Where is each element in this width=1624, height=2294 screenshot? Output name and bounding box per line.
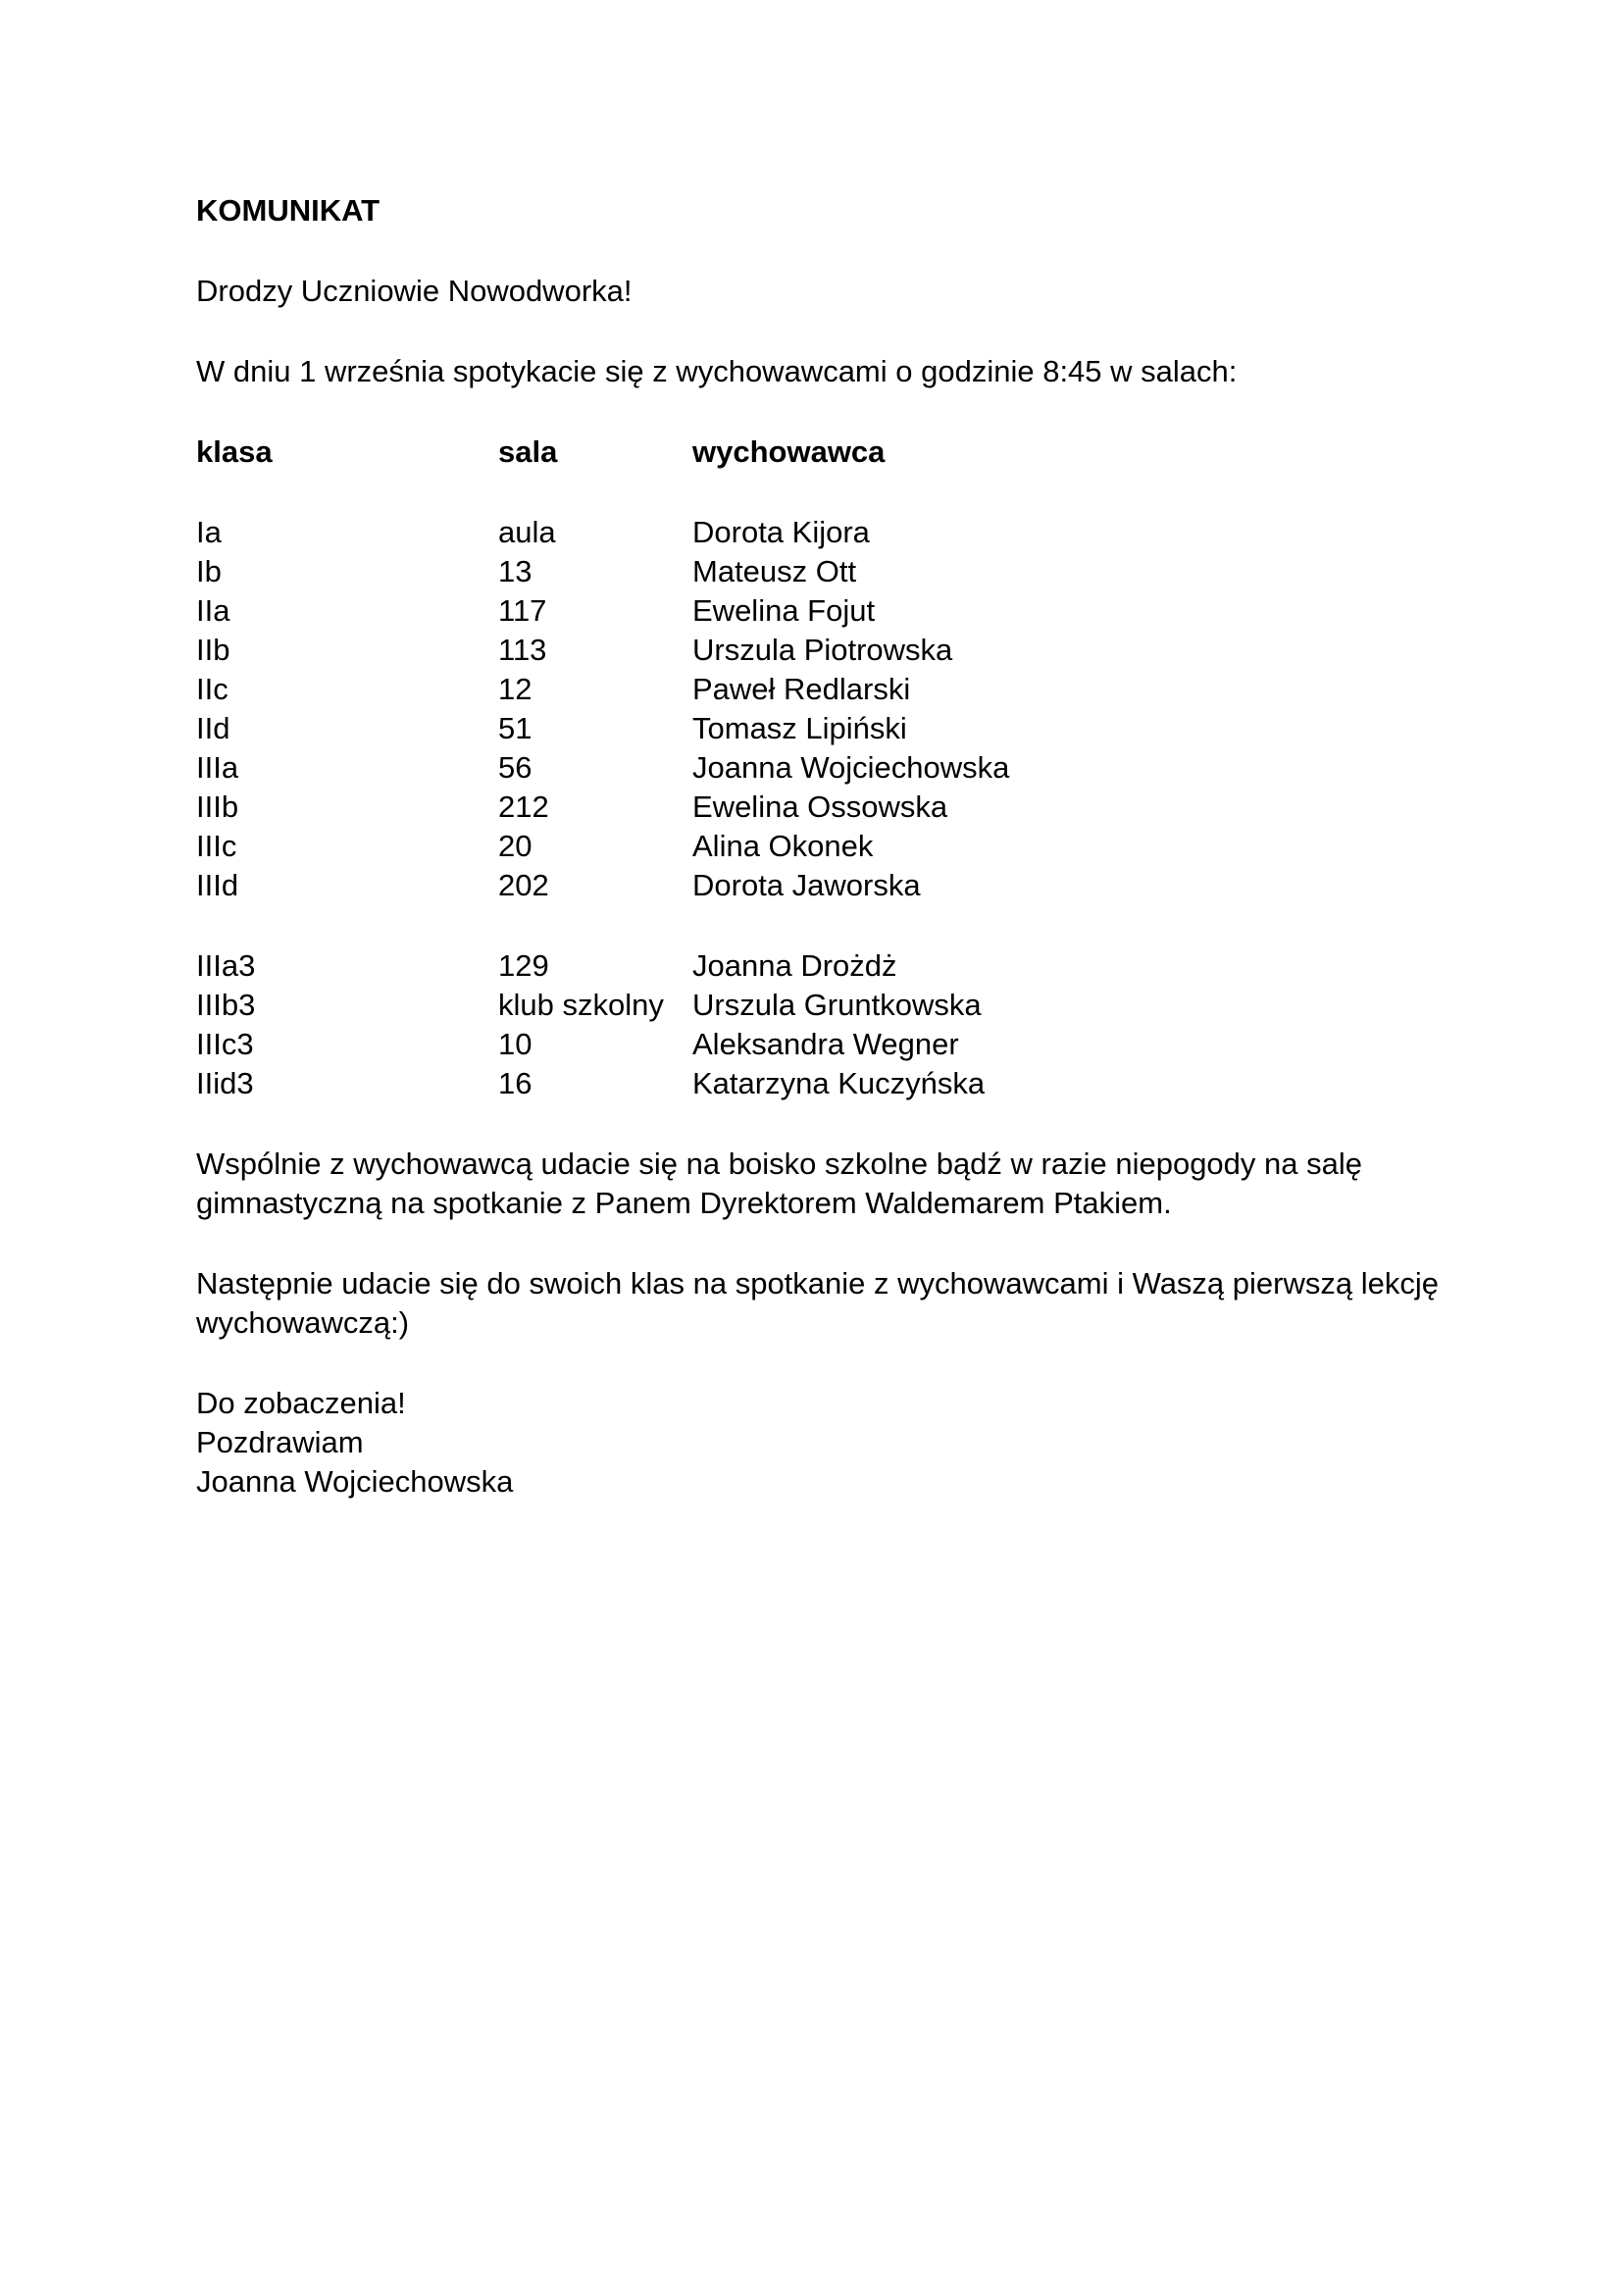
class-cell: IIId: [196, 868, 239, 902]
table-row: [196, 986, 1432, 1025]
intro-line: W dniu 1 września spotykacie się z wychowawcami o godzinie 8:45 w salach:: [196, 354, 1238, 388]
class-cell: IIid3: [196, 1066, 254, 1100]
table-group-2: [196, 946, 1432, 1103]
room-cell: 12: [498, 672, 533, 706]
room-cell: 56: [498, 750, 533, 785]
room-cell: 212: [498, 790, 549, 824]
teacher-cell: Joanna Wojciechowska: [692, 750, 1010, 785]
table-row: [196, 513, 1432, 552]
teacher-cell: Ewelina Fojut: [692, 593, 876, 628]
header-klasa: klasa: [196, 434, 273, 469]
header-wychowawca: wychowawca: [692, 434, 886, 469]
room-cell: klub szkolny: [498, 988, 664, 1022]
teacher-cell: Joanna Drożdż: [692, 948, 897, 983]
teacher-cell: Ewelina Ossowska: [692, 790, 948, 824]
teacher-cell: Katarzyna Kuczyńska: [692, 1066, 986, 1100]
table-row: [196, 631, 1432, 670]
table-row: [196, 748, 1432, 788]
teacher-cell: Tomasz Lipiński: [692, 711, 907, 745]
room-cell: 51: [498, 711, 533, 745]
class-cell: IIIc: [196, 829, 237, 863]
room-cell: 13: [498, 554, 533, 588]
class-cell: IIa: [196, 593, 230, 628]
room-cell: 129: [498, 948, 549, 983]
table-row: [196, 788, 1432, 827]
class-cell: IIIa: [196, 750, 239, 785]
room-cell: 113: [498, 633, 547, 667]
teacher-cell: Dorota Jaworska: [692, 868, 921, 902]
table-row: [196, 709, 1432, 748]
table-group-1: [196, 513, 1432, 905]
closing-farewell: Do zobaczenia!: [196, 1386, 406, 1420]
room-cell: aula: [498, 515, 556, 549]
table-row: [196, 552, 1432, 591]
teacher-cell: Paweł Redlarski: [692, 672, 911, 706]
paragraph-meeting-line-1: Wspólnie z wychowawcą udacie się na boisko szkolne bądź w razie niepogody na salę: [196, 1147, 1362, 1181]
table-row: [196, 827, 1432, 866]
table-row: [196, 591, 1432, 631]
closing-block: [196, 1384, 1432, 1502]
paragraph-next: [196, 1264, 1439, 1343]
greeting-line: Drodzy Uczniowie Nowodworka!: [196, 274, 633, 308]
class-cell: IIIa3: [196, 948, 256, 983]
table-row: [196, 946, 1432, 986]
paragraph-meeting: [196, 1145, 1432, 1223]
table-row: [196, 866, 1432, 905]
class-cell: IIIb: [196, 790, 239, 824]
closing-regards: Pozdrawiam: [196, 1425, 364, 1459]
teacher-cell: Aleksandra Wegner: [692, 1027, 959, 1061]
teacher-cell: Urszula Piotrowska: [692, 633, 953, 667]
class-cell: Ib: [196, 554, 222, 588]
class-cell: IIIc3: [196, 1027, 254, 1061]
teacher-cell: Urszula Gruntkowska: [692, 988, 982, 1022]
room-cell: 16: [498, 1066, 533, 1100]
table-row: [196, 1025, 1432, 1064]
class-cell: IId: [196, 711, 230, 745]
schedule-table: [196, 433, 1432, 1103]
room-cell: 10: [498, 1027, 533, 1061]
room-cell: 202: [498, 868, 549, 902]
paragraph-next-line-2: wychowawczą:): [196, 1305, 410, 1340]
teacher-cell: Dorota Kijora: [692, 515, 870, 549]
table-header-row: [196, 433, 1432, 472]
class-cell: IIIb3: [196, 988, 256, 1022]
paragraph-meeting-line-2: gimnastyczną na spotkanie z Panem Dyrektorem Waldemarem Ptakiem.: [196, 1186, 1172, 1220]
teacher-cell: Alina Okonek: [692, 829, 874, 863]
class-cell: IIb: [196, 633, 230, 667]
closing-signature: Joanna Wojciechowska: [196, 1464, 514, 1499]
room-cell: 20: [498, 829, 533, 863]
class-cell: Ia: [196, 515, 222, 549]
paragraph-next-line-1: Następnie udacie się do swoich klas na spotkanie z wychowawcami i Waszą pierwszą lekcję: [196, 1266, 1439, 1300]
page-title: KOMUNIKAT: [196, 193, 381, 228]
class-cell: IIc: [196, 672, 228, 706]
document-content: [196, 191, 1439, 1502]
header-sala: sala: [498, 434, 558, 469]
table-row: [196, 1064, 1432, 1103]
table-row: [196, 670, 1432, 709]
room-cell: 117: [498, 593, 547, 628]
teacher-cell: Mateusz Ott: [692, 554, 857, 588]
